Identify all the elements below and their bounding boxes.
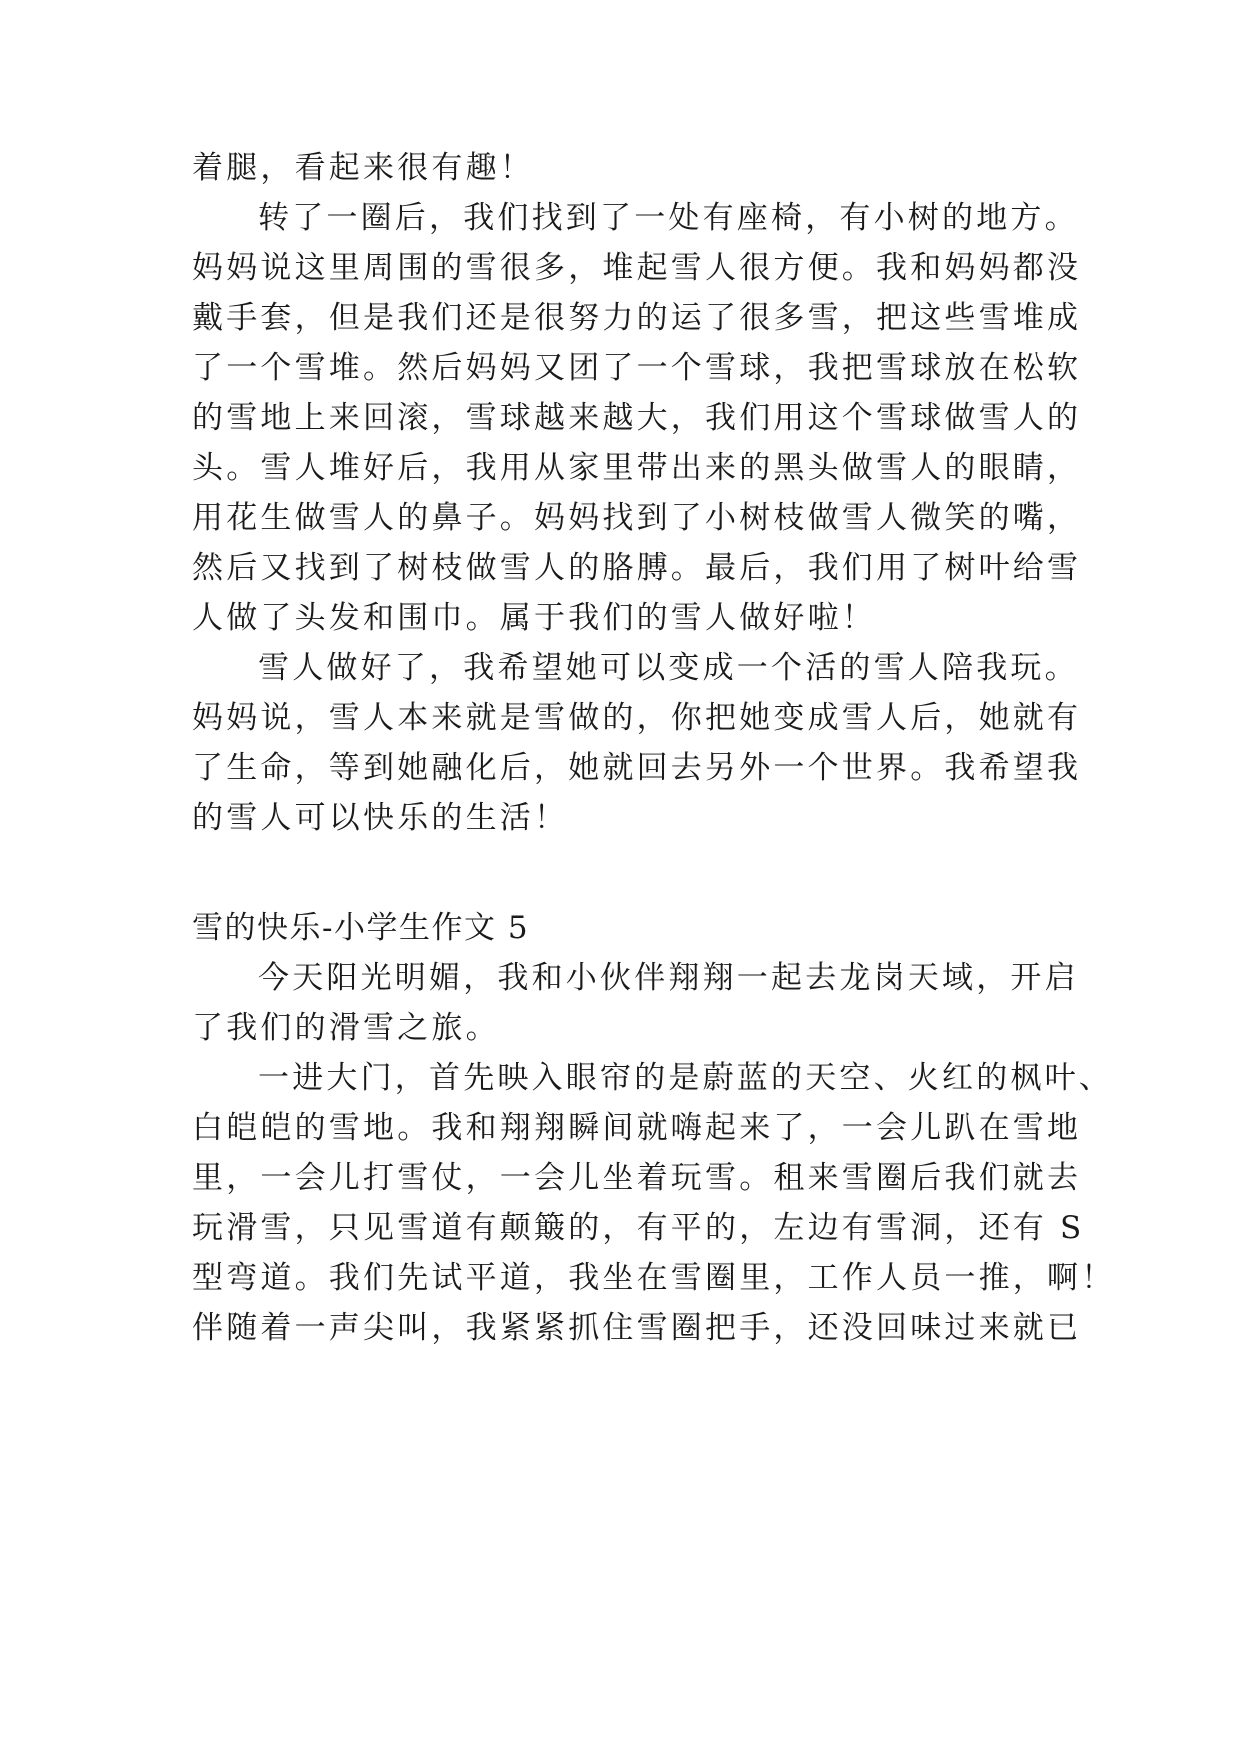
text-line: 了生命，等到她融化后，她就回去另外一个世界。我希望我 [192,750,1082,786]
text-line: 用花生做雪人的鼻子。妈妈找到了小树枝做雪人微笑的嘴， [192,500,1082,536]
text-line: 然后又找到了树枝做雪人的胳膊。最后，我们用了树叶给雪 [192,550,1082,586]
text-line: 一进大门，首先映入眼帘的是蔚蓝的天空、火红的枫叶、 [258,1060,1113,1096]
text-line: 妈妈说，雪人本来就是雪做的，你把她变成雪人后，她就有 [192,700,1082,736]
text-line: 转了一圈后，我们找到了一处有座椅，有小树的地方。 [258,200,1079,236]
text-line: 妈妈说这里周围的雪很多，堆起雪人很方便。我和妈妈都没 [192,250,1082,286]
text-line: 玩滑雪，只见雪道有颠簸的，有平的，左边有雪洞，还有 S [192,1210,1085,1246]
text-line: 人做了头发和围巾。属于我们的雪人做好啦！ [192,600,876,636]
text-line: 雪人做好了，我希望她可以变成一个活的雪人陪我玩。 [258,650,1079,686]
text-line: 头。雪人堆好后，我用从家里带出来的黑头做雪人的眼睛， [192,450,1082,486]
essay-title: 雪的快乐-小学生作文 5 [192,910,530,946]
text-line: 的雪地上来回滚，雪球越来越大，我们用这个雪球做雪人的 [192,400,1082,436]
text-line: 了我们的滑雪之旅。 [192,1010,500,1046]
text-line: 里，一会儿打雪仗，一会儿坐着玩雪。租来雪圈后我们就去 [192,1160,1082,1196]
text-line: 的雪人可以快乐的生活！ [192,800,569,836]
text-line: 型弯道。我们先试平道，我坐在雪圈里，工作人员一推，啊！ [192,1260,1116,1296]
text-line: 戴手套，但是我们还是很努力的运了很多雪，把这些雪堆成 [192,300,1082,336]
text-line: 伴随着一声尖叫，我紧紧抓住雪圈把手，还没回味过来就已 [192,1310,1082,1346]
text-line: 今天阳光明媚，我和小伙伴翔翔一起去龙岗天域，开启 [258,960,1079,996]
text-line: 着腿，看起来很有趣！ [192,150,534,186]
text-line: 了一个雪堆。然后妈妈又团了一个雪球，我把雪球放在松软 [192,350,1082,386]
text-line: 白皑皑的雪地。我和翔翔瞬间就嗨起来了，一会儿趴在雪地 [192,1110,1082,1146]
